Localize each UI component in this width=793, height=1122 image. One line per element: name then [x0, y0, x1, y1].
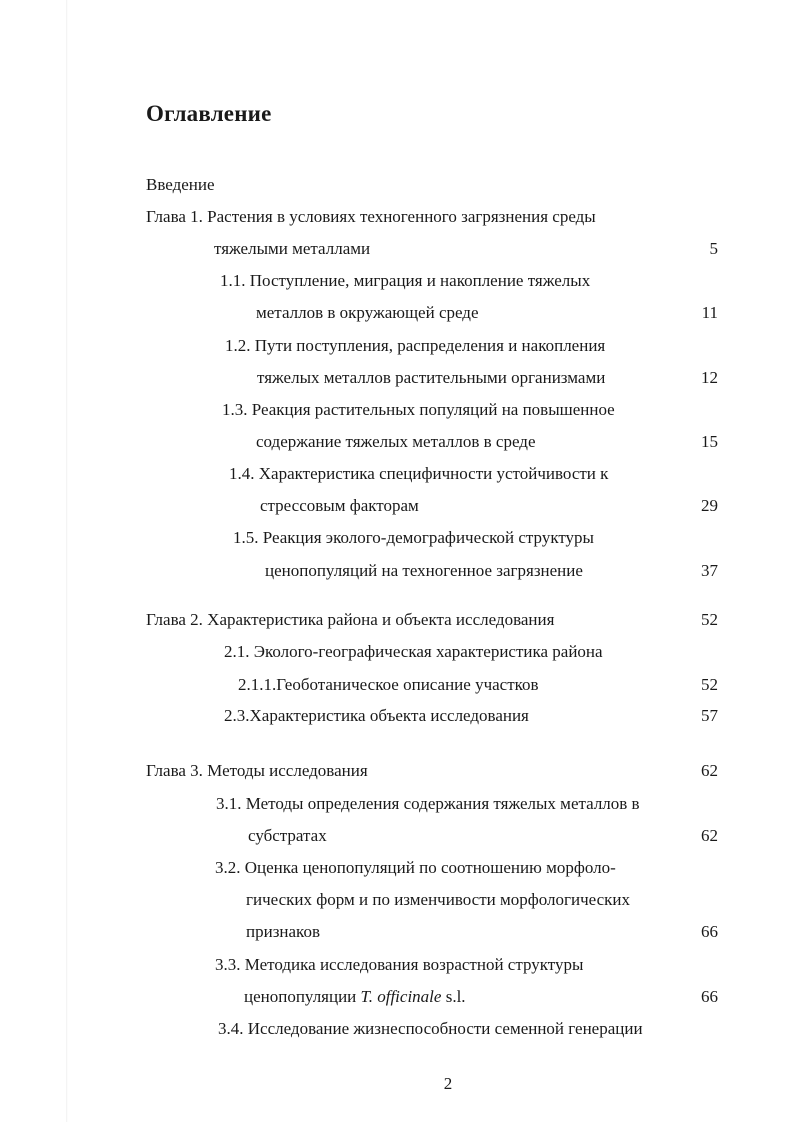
- toc-entry-2-1-1: 2.1.1.Геоботаническое описание участков: [238, 675, 539, 694]
- toc-entry-2-3: 2.3.Характеристика объекта исследования: [224, 706, 529, 725]
- toc-entry-1-4-cont: стрессовым факторам: [260, 496, 419, 515]
- toc-page-number: 66: [701, 987, 718, 1006]
- species-name-italic: T. officinale: [360, 987, 442, 1006]
- toc-entry-3-3: 3.3. Методика исследования возрастной структуры: [215, 955, 584, 974]
- toc-entry-3-2-cont2: признаков: [246, 922, 320, 941]
- toc-entry-1-1: 1.1. Поступление, миграция и накопление тяжелых: [220, 271, 591, 290]
- toc-page-number: 62: [701, 826, 718, 845]
- toc-page-number: 12: [701, 368, 718, 387]
- toc-page-number: 11: [701, 303, 718, 322]
- toc-page-number: 29: [701, 496, 718, 515]
- toc-entry-1-3-cont: содержание тяжелых металлов в среде: [256, 432, 536, 451]
- toc-text-prefix: ценопопуляции: [244, 987, 361, 1006]
- toc-entry-3-2: 3.2. Оценка ценопопуляций по соотношению морфоло-: [215, 858, 616, 877]
- toc-entry-chapter-1: Глава 1. Растения в условиях техногенного загрязнения среды: [146, 207, 596, 226]
- toc-entry-3-1-cont: субстратах: [248, 826, 327, 845]
- toc-entry-1-5-cont: ценопопуляций на техногенное загрязнение: [265, 561, 583, 580]
- toc-entry-chapter-3: Глава 3. Методы исследования: [146, 761, 368, 780]
- toc-page-number: 5: [709, 239, 718, 258]
- toc-entry-chapter-1-cont: тяжелыми металлами: [214, 239, 371, 258]
- toc-page-number: 62: [701, 761, 718, 780]
- toc-entry-3-4: 3.4. Исследование жизнеспособности семенной генерации: [218, 1019, 643, 1038]
- scan-edge-shadow: [66, 0, 68, 1122]
- toc-entry-3-3-cont: [244, 987, 466, 1007]
- page-number: 2: [443, 1074, 453, 1093]
- toc-entry-1-2: 1.2. Пути поступления, распределения и накопления: [225, 336, 606, 355]
- toc-page-number: 57: [701, 706, 718, 725]
- toc-page-number: 52: [701, 675, 718, 694]
- toc-entry-2-1: 2.1. Эколого-географическая характеристика района: [224, 642, 603, 661]
- toc-entry-3-2-cont: гических форм и по изменчивости морфологических: [246, 890, 631, 909]
- toc-heading: Оглавление: [146, 101, 272, 126]
- toc-page-number: 52: [701, 610, 718, 629]
- toc-page-number: 66: [701, 922, 718, 941]
- toc-entry-intro: Введение: [146, 175, 215, 194]
- toc-page-number: 15: [701, 432, 718, 451]
- toc-page-number: 37: [701, 561, 718, 580]
- toc-entry-1-5: 1.5. Реакция эколого-демографической структуры: [233, 528, 594, 547]
- toc-entry-1-2-cont: тяжелых металлов растительными организмами: [257, 368, 606, 387]
- toc-entry-3-1: 3.1. Методы определения содержания тяжелых металлов в: [216, 794, 640, 813]
- toc-text-suffix: s.l.: [441, 987, 466, 1006]
- toc-entry-1-4: 1.4. Характеристика специфичности устойчивости к: [229, 464, 609, 483]
- toc-entry-1-1-cont: металлов в окружающей среде: [256, 303, 479, 322]
- toc-entry-1-3: 1.3. Реакция растительных популяций на повышенное: [222, 400, 615, 419]
- toc-entry-chapter-2: Глава 2. Характеристика района и объекта исследования: [146, 610, 555, 629]
